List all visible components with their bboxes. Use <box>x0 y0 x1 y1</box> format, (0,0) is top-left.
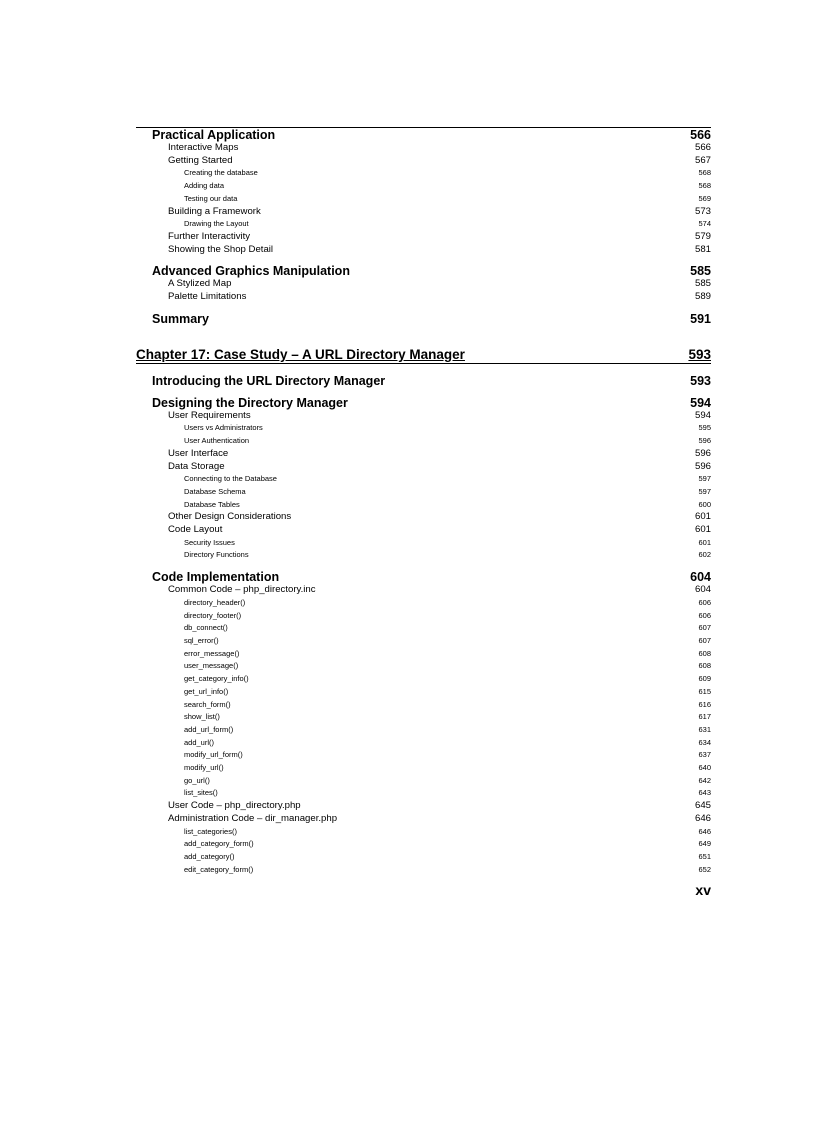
toc-entry-title: Data Storage <box>168 460 225 472</box>
toc-entry-title: Directory Functions <box>184 550 249 560</box>
toc-entry-title: Code Layout <box>168 524 223 536</box>
toc-entry-page: 591 <box>690 311 711 326</box>
toc-entry-title: Palette Limitations <box>168 291 247 303</box>
toc-entry-level-3[interactable] <box>136 180 711 193</box>
toc-entry-page: 606 <box>698 610 711 620</box>
toc-entry-level-1[interactable] <box>136 129 711 142</box>
toc-entry-level-2[interactable] <box>136 410 711 423</box>
toc-entry-page: 646 <box>698 826 711 836</box>
toc-entry-level-3[interactable] <box>136 422 711 435</box>
toc-entry-title: list_sites() <box>184 788 218 798</box>
toc-entry-title: Administration Code – dir_manager.php <box>168 812 338 824</box>
toc-entry-title: sql_error() <box>184 635 219 645</box>
toc-entry-title: User Interface <box>168 447 229 459</box>
toc-entry-title: Common Code – php_directory.inc <box>168 584 316 596</box>
toc-entry-level-3[interactable] <box>136 864 711 877</box>
toc-entry-level-3[interactable] <box>136 549 711 562</box>
toc-entry-page: 643 <box>698 788 711 798</box>
toc-entry-page: 585 <box>690 264 711 279</box>
toc-entry-level-3[interactable] <box>136 610 711 623</box>
toc-entry-page: 568 <box>698 181 711 191</box>
toc-entry-page: 597 <box>698 474 711 484</box>
toc-entry-title: User Requirements <box>168 409 251 421</box>
toc-entry-page: 601 <box>694 511 711 523</box>
toc-entry-level-2[interactable] <box>136 231 711 244</box>
toc-entry-level-3[interactable] <box>136 635 711 648</box>
toc-entry-level-3[interactable] <box>136 724 711 737</box>
toc-entry-title: Building a Framework <box>168 205 261 217</box>
toc-entry-title: Code Implementation <box>152 570 280 585</box>
toc-entry-level-2[interactable] <box>136 524 711 537</box>
toc-entry-level-3[interactable] <box>136 673 711 686</box>
toc-entry-level-2[interactable] <box>136 584 711 597</box>
toc-entry-page: 649 <box>698 839 711 849</box>
toc-entry-page: 607 <box>698 623 711 633</box>
toc-entry-page: 615 <box>698 686 711 696</box>
toc-entry-title: add_url_form() <box>184 724 234 734</box>
toc-entry-title: Practical Application <box>152 128 276 142</box>
toc-entry-title: edit_category_form() <box>184 864 254 874</box>
toc-entry-page: 600 <box>698 499 711 509</box>
toc-entry-page: 645 <box>694 800 711 812</box>
toc-entry-page: 568 <box>698 168 711 178</box>
toc-entry-page: 601 <box>698 537 711 547</box>
toc-entry-page: 606 <box>698 597 711 607</box>
toc-entry-page: 616 <box>698 699 711 709</box>
page-number: xv <box>695 882 711 899</box>
toc-entry-title: Users vs Administrators <box>184 423 263 433</box>
toc-entry-title: Connecting to the Database <box>184 474 277 484</box>
toc-entry-page: 569 <box>698 193 711 203</box>
toc-entry-title: Introducing the URL Directory Manager <box>152 373 386 388</box>
toc-entry-title: Summary <box>152 311 209 326</box>
toc-entry-title: add_category() <box>184 851 235 861</box>
toc-entry-page: 631 <box>698 724 711 734</box>
toc-entry-level-3[interactable] <box>136 762 711 775</box>
toc-entry-title: user_message() <box>184 661 239 671</box>
chapter-title: Chapter 17: Case Study – A URL Directory Manager <box>136 346 465 362</box>
toc-entry-page: 646 <box>694 812 711 824</box>
toc-entry-title: modify_url() <box>184 763 224 773</box>
toc-entry-level-3[interactable] <box>136 486 711 499</box>
toc-entry-level-3[interactable] <box>136 473 711 486</box>
toc-entry-page: 594 <box>694 409 711 421</box>
toc-entry-title: go_url() <box>184 775 210 785</box>
toc-entry-title: A Stylized Map <box>168 278 232 290</box>
chapter-heading[interactable] <box>136 348 711 364</box>
toc-entry-page: 617 <box>698 712 711 722</box>
toc-entry-level-3[interactable] <box>136 851 711 864</box>
chapter-page: 593 <box>688 346 711 362</box>
toc-entry-page: 604 <box>690 570 711 585</box>
toc-entry-page: 573 <box>694 205 711 217</box>
toc-entry-title: modify_url_form() <box>184 750 243 760</box>
toc-entry-title: show_list() <box>184 712 220 722</box>
toc-entry-page: 579 <box>694 230 711 242</box>
toc-entry-level-3[interactable] <box>136 622 711 635</box>
toc-entry-title: add_category_form() <box>184 839 254 849</box>
toc-entry-level-3[interactable] <box>136 435 711 448</box>
toc-entry-title: directory_footer() <box>184 610 242 620</box>
toc-entry-page: 566 <box>694 142 711 153</box>
toc-entry-page: 585 <box>694 278 711 290</box>
toc-entry-page: 608 <box>698 648 711 658</box>
toc-entry-level-2[interactable] <box>136 511 711 524</box>
toc-entry-title: Database Tables <box>184 499 240 509</box>
toc-entry-level-3[interactable] <box>136 648 711 661</box>
toc-entry-level-1[interactable] <box>136 397 711 410</box>
toc-entry-page: 607 <box>698 635 711 645</box>
toc-entry-page: 634 <box>698 737 711 747</box>
toc-entry-level-3[interactable] <box>136 749 711 762</box>
toc-entry-level-3[interactable] <box>136 193 711 206</box>
toc-entry-title: Adding data <box>184 181 225 191</box>
toc-entry-level-2[interactable] <box>136 278 711 291</box>
toc-entry-page: 651 <box>698 851 711 861</box>
toc-entry-level-3[interactable] <box>136 775 711 788</box>
toc-entry-level-2[interactable] <box>136 291 711 304</box>
toc-page <box>136 129 711 898</box>
toc-entry-page: 581 <box>694 243 711 255</box>
toc-entry-level-3[interactable] <box>136 838 711 851</box>
toc-entry-title: directory_header() <box>184 597 246 607</box>
toc-entry-level-2[interactable] <box>136 461 711 474</box>
toc-entry-page: 593 <box>690 373 711 388</box>
toc-entry-title: User Authentication <box>184 436 250 446</box>
toc-entry-title: User Code – php_directory.php <box>168 800 301 812</box>
toc-entry-level-2[interactable] <box>136 155 711 168</box>
toc-entry-level-3[interactable] <box>136 218 711 231</box>
toc-entry-level-3[interactable] <box>136 597 711 610</box>
toc-entry-level-3[interactable] <box>136 660 711 673</box>
toc-entry-title: Getting Started <box>168 154 233 166</box>
toc-entry-title: search_form() <box>184 699 231 709</box>
toc-entry-page: 601 <box>694 524 711 536</box>
toc-entry-page: 637 <box>698 750 711 760</box>
toc-entry-title: Database Schema <box>184 486 246 496</box>
toc-entry-level-1[interactable] <box>136 265 711 278</box>
toc-entry-level-2[interactable] <box>136 142 711 155</box>
toc-entry-level-3[interactable] <box>136 826 711 839</box>
toc-entry-title: error_message() <box>184 648 240 658</box>
toc-entry-title: Advanced Graphics Manipulation <box>152 264 350 279</box>
toc-entry-title: Creating the database <box>184 168 258 178</box>
toc-entry-title: list_categories() <box>184 826 237 836</box>
toc-entry-level-3[interactable] <box>136 787 711 800</box>
toc-entry-title: get_category_info() <box>184 674 249 684</box>
toc-entry-level-2[interactable] <box>136 800 711 813</box>
toc-entry-page: 597 <box>698 486 711 496</box>
toc-list-chapter-17 <box>136 375 711 877</box>
toc-entry-title: add_url() <box>184 737 215 747</box>
toc-entry-title: db_connect() <box>184 623 228 633</box>
toc-entry-page: 596 <box>694 460 711 472</box>
toc-entry-page: 642 <box>698 775 711 785</box>
toc-entry-page: 604 <box>694 584 711 596</box>
toc-entry-level-2[interactable] <box>136 813 711 826</box>
toc-entry-title: Security Issues <box>184 537 235 547</box>
toc-entry-title: Further Interactivity <box>168 230 251 242</box>
toc-entry-page: 567 <box>694 154 711 166</box>
toc-entry-level-2[interactable] <box>136 244 711 257</box>
toc-entry-title: get_url_info() <box>184 686 229 696</box>
toc-entry-page: 602 <box>698 550 711 560</box>
toc-entry-level-3[interactable] <box>136 686 711 699</box>
toc-entry-level-3[interactable] <box>136 537 711 550</box>
toc-entry-page: 608 <box>698 661 711 671</box>
toc-entry-page: 595 <box>698 423 711 433</box>
toc-entry-level-2[interactable] <box>136 206 711 219</box>
toc-entry-title: Drawing the Layout <box>184 219 249 229</box>
toc-entry-title: Testing our data <box>184 193 238 203</box>
toc-entry-title: Showing the Shop Detail <box>168 243 274 255</box>
toc-entry-title: Other Design Considerations <box>168 511 292 523</box>
toc-entry-page: 609 <box>698 674 711 684</box>
toc-entry-page: 596 <box>698 436 711 446</box>
toc-entry-page: 652 <box>698 864 711 874</box>
toc-entry-level-2[interactable] <box>136 448 711 461</box>
toc-entry-page: 574 <box>698 219 711 229</box>
toc-entry-level-3[interactable] <box>136 499 711 512</box>
toc-entry-title: Interactive Maps <box>168 142 239 153</box>
toc-entry-level-3[interactable] <box>136 737 711 750</box>
toc-entry-page: 594 <box>690 395 711 410</box>
toc-entry-level-3[interactable] <box>136 699 711 712</box>
toc-entry-page: 589 <box>694 291 711 303</box>
toc-entry-page: 566 <box>690 128 711 142</box>
toc-entry-level-3[interactable] <box>136 167 711 180</box>
toc-list-previous-chapter <box>136 129 711 326</box>
toc-entry-page: 596 <box>694 447 711 459</box>
toc-entry-page: 640 <box>698 763 711 773</box>
toc-entry-level-3[interactable] <box>136 711 711 724</box>
toc-entry-level-1[interactable] <box>136 571 711 584</box>
toc-entry-title: Designing the Directory Manager <box>152 395 348 410</box>
toc-entry-level-1[interactable] <box>136 375 711 388</box>
toc-entry-level-1[interactable] <box>136 313 711 326</box>
